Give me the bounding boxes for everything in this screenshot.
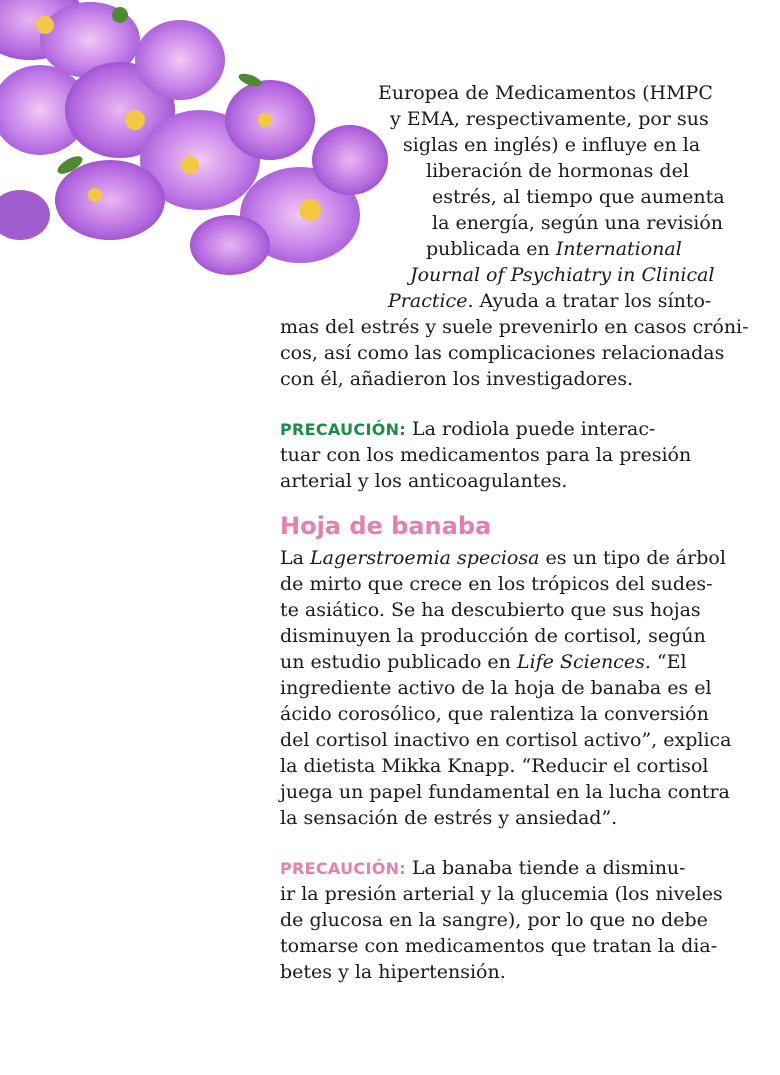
section-heading: Hoja de banaba: [280, 512, 492, 540]
journal-title: Journal of Psychiatry in Clinical: [410, 264, 715, 286]
body-line: disminuyen la producción de cortisol, según: [280, 625, 706, 647]
purple-flowers-image: [0, 0, 410, 290]
precaution-line: tuar con los medicamentos para la presión: [280, 444, 692, 466]
journal-title: Practice: [388, 290, 468, 312]
body-line: un estudio publicado en Life Sciences. “El: [280, 651, 687, 673]
precaution-line: betes y la hipertensión.: [280, 961, 506, 983]
body-line: y EMA, respectivamente, por sus: [390, 108, 709, 130]
precaution-line: de glucosa en la sangre), por lo que no debe: [280, 909, 708, 931]
precaution-line: tomarse con medicamentos que tratan la dia-: [280, 935, 718, 957]
body-line: la sensación de estrés y ansiedad”.: [280, 807, 618, 829]
journal-title: Life Sciences: [516, 651, 645, 673]
precaution-label: PRECAUCIÓN:: [280, 859, 406, 878]
body-line: siglas en inglés) e influye en la: [403, 134, 701, 156]
body-line: juega un papel fundamental en la lucha contra: [280, 781, 730, 803]
body-line: la dietista Mikka Knapp. “Reducir el cortisol: [280, 755, 709, 777]
body-line: [410, 262, 715, 288]
precaution-label: PRECAUCIÓN:: [280, 420, 406, 439]
body-line: publicada en International: [426, 238, 682, 260]
journal-title: International: [555, 238, 682, 260]
species-name: Lagerstroemia speciosa: [309, 547, 540, 569]
body-line: Europea de Medicamentos (HMPC: [378, 82, 713, 104]
body-line: Practice. Ayuda a tratar los sínto-: [388, 290, 712, 312]
body-line: liberación de hormonas del: [426, 160, 689, 182]
body-line: del cortisol inactivo en cortisol activo”, explica: [280, 729, 732, 751]
body-line: ácido corosólico, que ralentiza la conversión: [280, 703, 709, 725]
body-line: cos, así como las complicaciones relacionadas: [280, 342, 725, 364]
body-line: te asiático. Se ha descubierto que sus hojas: [280, 599, 701, 621]
body-line: ingrediente activo de la hoja de banaba es el: [280, 677, 712, 699]
precaution-line: PRECAUCIÓN: La banaba tiende a disminu-: [280, 857, 686, 879]
precaution-line: ir la presión arterial y la glucemia (los niveles: [280, 883, 723, 905]
precaution-line: PRECAUCIÓN: La rodiola puede interac-: [280, 418, 656, 440]
body-line: de mirto que crece en los trópicos del sudes-: [280, 573, 713, 595]
body-line: estrés, al tiempo que aumenta: [432, 186, 725, 208]
body-line: La Lagerstroemia speciosa es un tipo de árbol: [280, 547, 726, 569]
body-line: con él, añadieron los investigadores.: [280, 368, 634, 390]
precaution-line: arterial y los anticoagulantes.: [280, 470, 568, 492]
body-line: mas del estrés y suele prevenirlo en casos cróni-: [280, 316, 749, 338]
body-line: la energía, según una revisión: [432, 212, 724, 234]
